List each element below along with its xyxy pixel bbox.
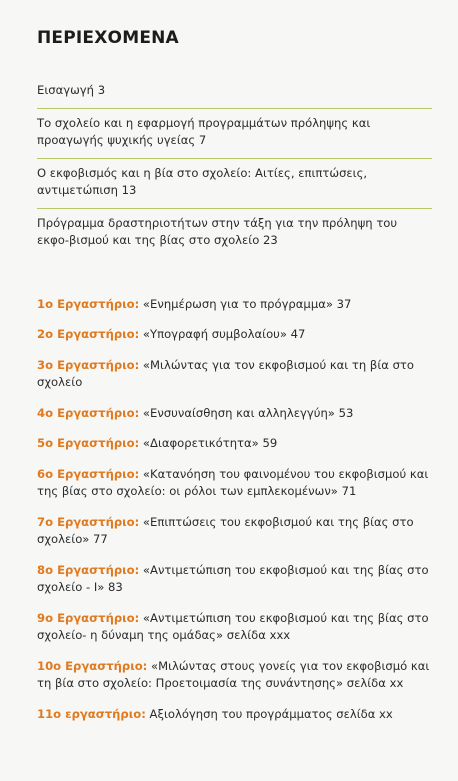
workshop-label: 3ο Εργαστήριο: [37, 357, 140, 372]
workshop-title: Αξιολόγηση του προγράμματος σελίδα xx [145, 706, 393, 721]
toc-entry-school-prevention-programs: Το σχολείο και η εφαρμογή προγραμμάτων πρόληψης και προαγωγής ψυχικής υγείας 7 [37, 115, 432, 159]
workshop-title: «Υπογραφή συμβολαίου» 47 [139, 327, 306, 341]
workshop-label: 1ο Εργαστήριο: [37, 296, 140, 311]
workshop-label: 8ο Εργαστήριο: [37, 562, 140, 577]
toc-entry-workshop-11 [37, 706, 432, 724]
workshop-label: 11ο εργαστήριο: [37, 706, 146, 721]
toc-entry-workshop-7 [37, 514, 432, 549]
toc-entry-workshop-1 [37, 296, 432, 314]
toc-entry-introduction: Εισαγωγή 3 [37, 82, 432, 109]
toc-entry-bullying-violence: Ο εκφοβισμός και η βία στο σχολείο: Αιτίες, επιπτώσεις, αντιμετώπιση 13 [37, 165, 432, 209]
workshop-label: 10ο Εργαστήριο: [37, 658, 148, 673]
toc-entry-workshop-4 [37, 405, 432, 423]
workshop-title: «Κατανόηση του φαινομένου του εκφοβισμού και της βίας στο σχολείο: οι ρόλοι των εμπλεκομένων» 71 [37, 466, 429, 498]
toc-entry-workshop-9 [37, 610, 432, 645]
workshop-label: 2ο Εργαστήριο: [37, 327, 140, 341]
workshop-title: «Ενσυναίσθηση και αλληλεγγύη» 53 [139, 405, 354, 420]
workshop-list [37, 296, 432, 724]
toc-entry-workshop-3 [37, 357, 432, 392]
workshop-label: 7ο Εργαστήριο: [37, 514, 140, 529]
toc-entry-workshop-10 [37, 658, 432, 693]
workshop-title: «Μιλώντας για τον εκφοβισμού και τη βία στο σχολείο [37, 357, 415, 389]
workshop-title: «Αντιμετώπιση του εκφοβισμού και της βίας στο σχολείο- η δύναμη της ομάδας» σελίδα xxx [37, 610, 429, 642]
toc-entry-workshop-6 [37, 466, 432, 501]
page-title: ΠΕΡΙΕΧΟΜΕΝΑ [37, 28, 179, 48]
workshop-label: 4ο Εργαστήριο: [37, 405, 140, 420]
toc-entry-workshop-8 [37, 562, 432, 597]
intro-section-list [37, 82, 432, 258]
toc-entry-workshop-2 [37, 326, 432, 344]
toc-entry-activity-program: Πρόγραμμα δραστηριοτήτων στην τάξη για την πρόληψη του εκφο-βισμού και της βίας στο σχολείο 23 [37, 215, 398, 247]
workshop-label: 6ο Εργαστήριο: [37, 466, 140, 481]
workshop-title: «Μιλώντας στους γονείς για τον εκφοβισμό και τη βία στο σχολείο: Προετοιμασία της συνάντησης» σελίδα xx [37, 658, 430, 690]
workshop-title: «Διαφορετικότητα» 59 [139, 436, 278, 450]
toc-entry-workshop-5 [37, 435, 432, 453]
workshop-title: «Επιπτώσεις του εκφοβισμού και της βίας στο σχολείο» 77 [37, 514, 414, 546]
workshop-title: «Αντιμετώπιση του εκφοβισμού και της βίας στο σχολείο - Ι» 83 [37, 562, 429, 594]
workshop-label: 9ο Εργαστήριο: [37, 610, 140, 625]
workshop-label: 5ο Εργαστήριο: [37, 436, 140, 450]
workshop-title: «Ενημέρωση για το πρόγραμμα» 37 [139, 296, 352, 311]
